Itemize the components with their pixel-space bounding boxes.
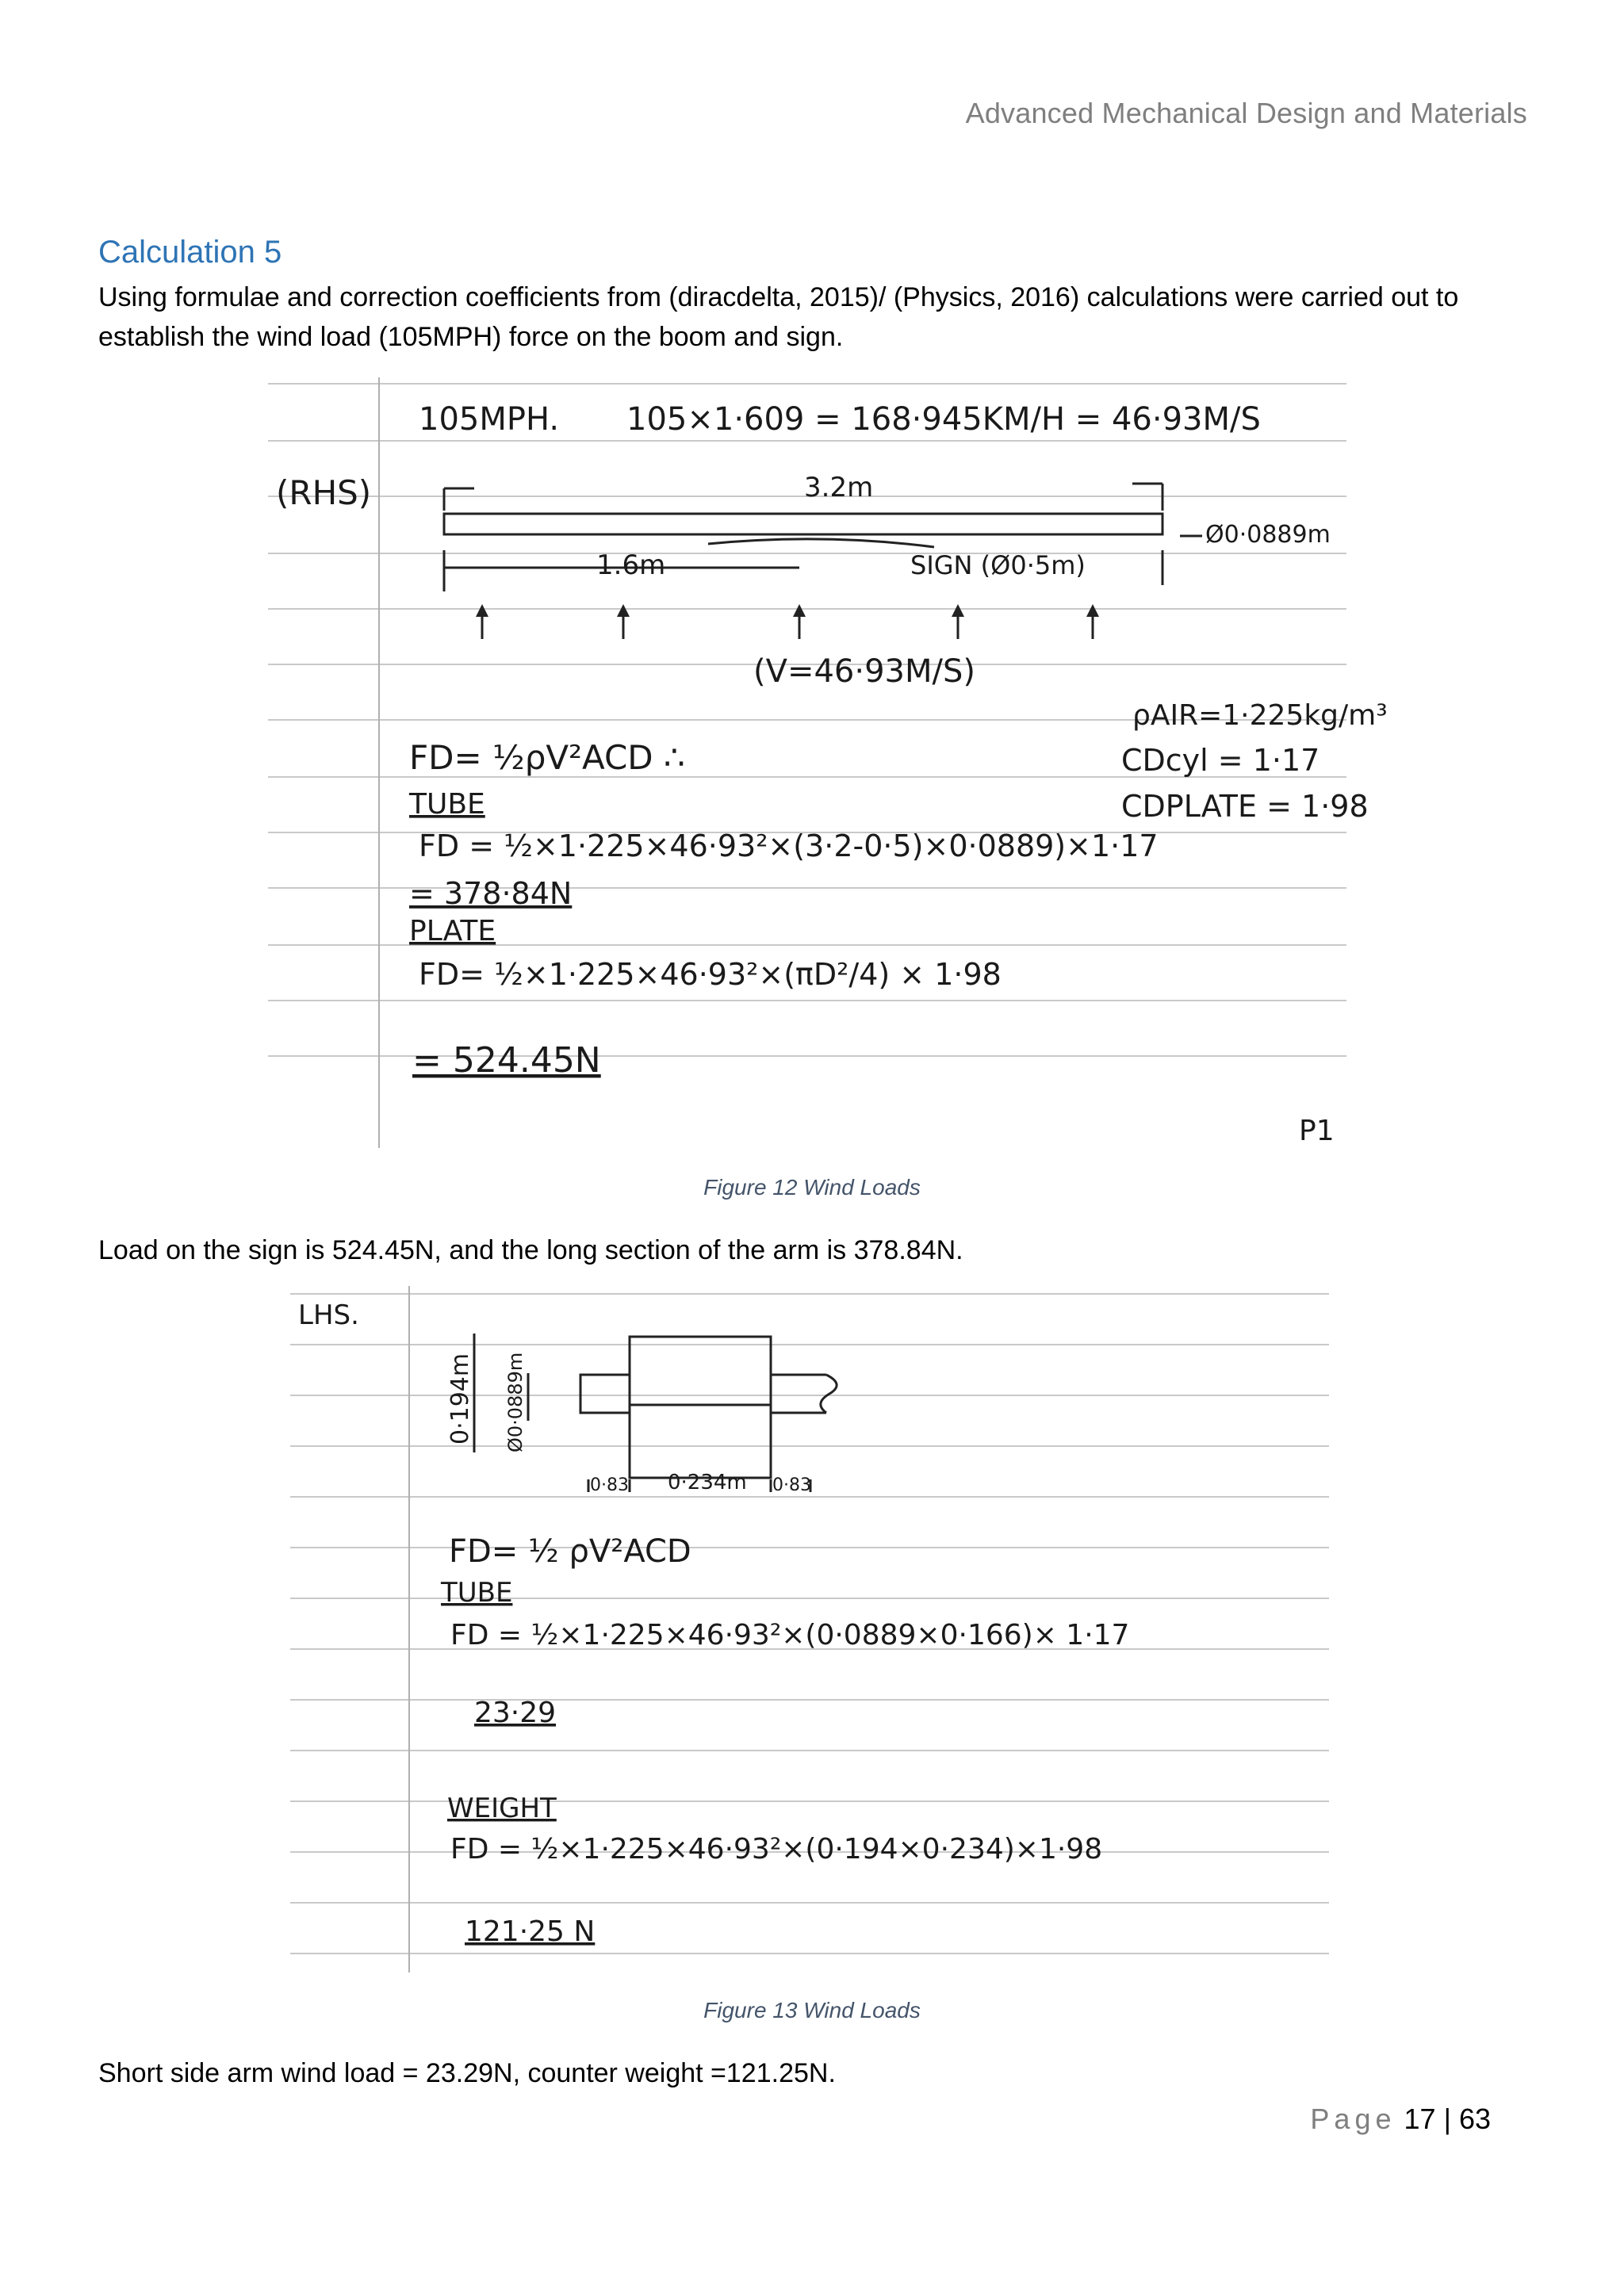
air-density-note: ρAIR=1·225kg/m³ [1132, 699, 1388, 732]
velocity-label: (V=46·93M/S) [753, 653, 975, 690]
plate-label: PLATE [409, 915, 496, 947]
diameter-label-lhs: Ø0·0889m [504, 1352, 527, 1452]
tube-calculation: FD = ½×1·225×46·93²×(3·2-0·5)×0·0889)×1·17 [419, 828, 1159, 863]
speed-note: 105MPH. [419, 401, 560, 438]
paragraph-after-figure-13: Short side arm wind load = 23.29N, counter weight =121.25N. [98, 2058, 836, 2088]
weight-result: 121·25 N [465, 1915, 596, 1948]
figure-12-caption: Figure 12 Wind Loads [703, 1175, 921, 1200]
weight-calculation: FD = ½×1·225×46·93²×(0·194×0·234)×1·98 [450, 1833, 1103, 1866]
dimension-c: 0·83 [772, 1475, 811, 1495]
figure-12-svg [268, 377, 1388, 1148]
tube-result-lhs: 23·29 [474, 1697, 557, 1729]
diameter-label: Ø0·0889m [1205, 521, 1331, 549]
page-total: 63 [1458, 2103, 1491, 2135]
section-heading: Calculation 5 [98, 235, 282, 270]
side-label-lhs: LHS. [298, 1299, 359, 1331]
page-footer [1310, 2103, 1491, 2136]
figure-12-handwritten-notes [268, 377, 1388, 1148]
page-number: 17 [1404, 2103, 1436, 2135]
document-header: Advanced Mechanical Design and Materials [965, 97, 1527, 129]
tube-label-lhs: TUBE [441, 1577, 513, 1609]
drag-formula: FD= ½ρV²ACD ∴ [409, 738, 685, 777]
cd-cylinder-note: CDcyl = 1·17 [1121, 743, 1320, 778]
cd-plate-note: CDPLATE = 1·98 [1121, 789, 1369, 824]
figure-13-handwritten-notes [290, 1286, 1329, 1973]
weight-label: WEIGHT [447, 1793, 557, 1824]
sign-label: SIGN (Ø0·5m) [910, 550, 1086, 580]
side-label: (RHS) [276, 473, 372, 512]
figure-13-svg [290, 1286, 1329, 1973]
page-separator: | [1443, 2103, 1451, 2135]
dimension-a: 0·83 [590, 1475, 629, 1495]
tube-label: TUBE [409, 788, 485, 821]
conversion-note: 105×1·609 = 168·945KM/H = 46·93M/S [626, 401, 1261, 438]
figure-13-caption: Figure 13 Wind Loads [703, 1998, 921, 2022]
length-total-label: 3.2m [804, 472, 874, 503]
plate-calculation: FD= ½×1·225×46·93²×(πD²/4) × 1·98 [419, 957, 1002, 992]
intro-paragraph: Using formulae and correction coefficients from (diracdelta, 2015)/ (Physics, 2016) calculations were carried out to establish the wind load (105MPH) force on the boom and sign. [98, 282, 1459, 352]
tube-result: = 378·84N [409, 876, 573, 911]
paragraph-after-figure-12: Load on the sign is 524.45N, and the long section of the arm is 378.84N. [98, 1235, 963, 1265]
tube-calculation-lhs: FD = ½×1·225×46·93²×(0·0889×0·166)× 1·17 [450, 1619, 1130, 1651]
page-mark: P1 [1299, 1115, 1335, 1147]
height-label: 0·194m [446, 1353, 474, 1445]
drag-formula-lhs: FD= ½ ρV²ACD [449, 1533, 691, 1570]
page-label: Page [1310, 2103, 1396, 2135]
length-half-label: 1.6m [596, 549, 666, 581]
dimension-b: 0·234m [668, 1471, 747, 1494]
plate-result: = 524.45N [412, 1040, 601, 1081]
